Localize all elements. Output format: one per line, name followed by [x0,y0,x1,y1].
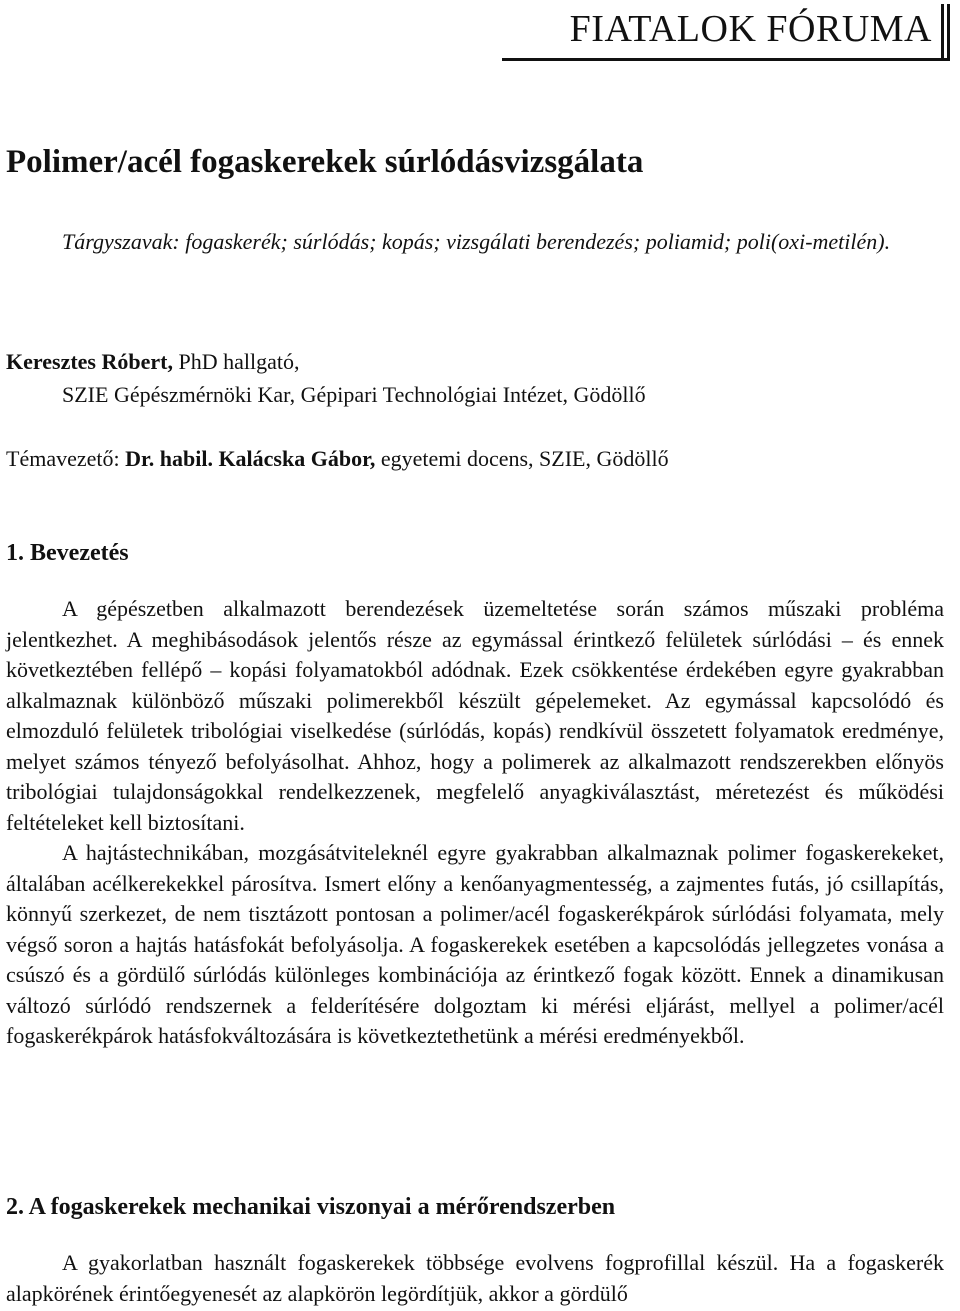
section-body-mechanics [6,1247,944,1309]
header-rule-horizontal [502,58,950,61]
author-affiliation: SZIE Gépészmérnöki Kar, Gépipari Technológiai Intézet, Gödöllő [62,382,646,407]
author-block [6,345,946,411]
paragraph: A gépészetben alkalmazott berendezések üzemeltetése során számos műszaki probléma jelentkezhet. A meghibásodások jelentős része az egymással érintkező felületek súrlódási – és ennek következtében fellépő – kopási folyamatokból adódnak. Ezek csökkentése érdekében egyre gyakrabban alkalmaznak különböző műszaki polimerekből készült gépelemeket. Az egymással kapcsolódó és elmozduló felületek tribológiai viselkedése (súrlódás, kopás) rendkívül összetett folyamatok eredménye, melyet számos tényező befolyásolhat. Ahhoz, hogy a polimerek az alkalmazott rendszerekben előnyös tribológiai tulajdonságokkal rendelkezzenek, megfelelő anyagkiválasztást, méretezést és működési feltételeket kell biztosítani. [6,596,944,835]
header-rule-vertical-1 [941,4,944,58]
supervisor-details: egyetemi docens, SZIE, Gödöllő [375,446,669,471]
section-body-introduction [6,594,944,1052]
section-heading-introduction: 1. Bevezetés [6,540,129,566]
article-keywords: Tárgyszavak: fogaskerék; súrlódás; kopás; vizsgálati berendezés; poliamid; poli(oxi-metilén). [62,229,891,254]
supervisor-label: Témavezető: [6,446,126,471]
supervisor-line [6,442,946,475]
paragraph: A gyakorlatban használt fogaskerekek többsége evolvens fogprofillal készül. Ha a fogaskerék alapkörének érintőegyenesét az alapkörön legördítjük, akkor a gördülő [6,1250,944,1306]
author-name: Keresztes Róbert, [6,349,173,374]
supervisor-name: Dr. habil. Kalácska Gábor, [125,446,376,471]
section-heading-mechanics: 2. A fogaskerekek mechanikai viszonyai a mérőrendszerben [6,1194,616,1220]
article-title: Polimer/acél fogaskerekek súrlódásvizsgálata [6,144,644,180]
author-line [6,345,946,378]
author-role: PhD hallgató, [172,349,300,374]
journal-section-title: FIATALOK FÓRUMA [569,8,932,50]
header-rule-vertical-2 [947,4,950,58]
page-header [0,0,960,62]
paragraph: A hajtástechnikában, mozgásátviteleknél egyre gyakrabban alkalmaznak polimer fogaskerekeket, általában acélkerekekkel párosítva. Ismert előny a kenőanyagmentesség, a zajmentes futás, jó csillapítás, könnyű szerkezet, de nem tisztázott pontosan a polimer/acél fogaskerékpárok súrlódási folyamata, mely végső soron a hajtás hatásfokát befolyásolja. A fogaskerekek esetében a kapcsolódás jellegzetes vonása a csúszó és a gördülő súrlódás különleges kombinációja az érintkező fogak között. Ennek a dinamikusan változó súrlódó rendszernek a felderítésére dolgoztam ki mérési eljárást, mellyel a polimer/acél fogaskerékpárok hatásfokváltozására is következtethetünk a mérési eredményekből. [6,840,944,1048]
